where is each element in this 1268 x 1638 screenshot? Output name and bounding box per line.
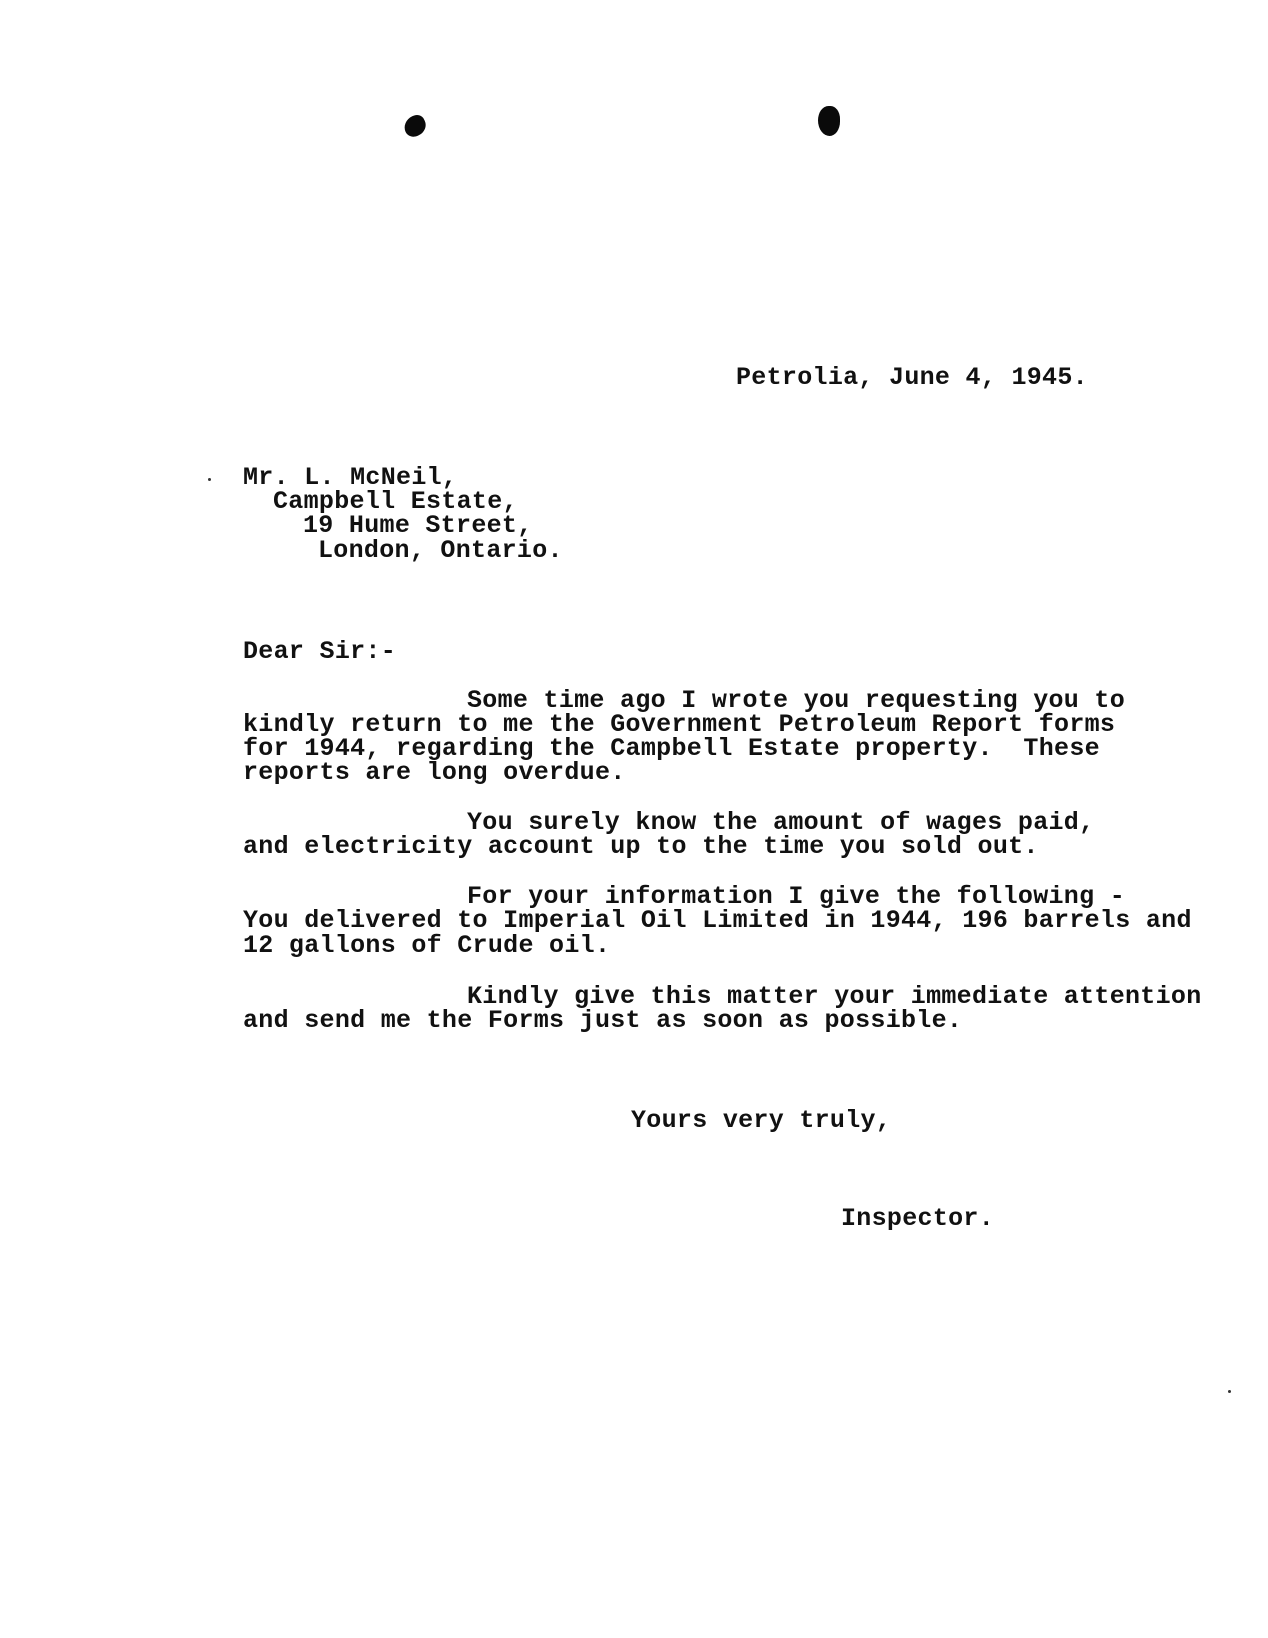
paragraph-4-line: and send me the Forms just as soon as possible. [243, 1006, 963, 1035]
recipient-street: 19 Hume Street, [303, 511, 533, 540]
paper-speck [1228, 1390, 1231, 1393]
dateline: Petrolia, June 4, 1945. [736, 363, 1088, 392]
recipient-name: Mr. L. McNeil, [243, 463, 458, 492]
paragraph-2-line: and electricity account up to the time you sold out. [243, 832, 1039, 861]
paragraph-2-line: You surely know the amount of wages paid, [467, 808, 1095, 837]
paragraph-4-line: Kindly give this matter your immediate attention [467, 982, 1202, 1011]
salutation: Dear Sir:- [243, 637, 397, 666]
recipient-organization: Campbell Estate, [273, 487, 518, 516]
punch-hole-left [401, 112, 429, 139]
paragraph-1-line: reports are long overdue. [243, 758, 626, 787]
punch-hole-right [818, 106, 840, 136]
paper-speck [208, 478, 211, 481]
paragraph-3-line: 12 gallons of Crude oil. [243, 931, 611, 960]
signature-title: Inspector. [841, 1204, 995, 1233]
paragraph-1-line: for 1944, regarding the Campbell Estate property. These [243, 734, 1100, 763]
paragraph-3-line: For your information I give the following - [467, 882, 1126, 911]
paragraph-3-line: You delivered to Imperial Oil Limited in 1944, 196 barrels and [243, 906, 1192, 935]
closing: Yours very truly, [631, 1106, 892, 1135]
paragraph-1-line: kindly return to me the Government Petroleum Report forms [243, 710, 1116, 739]
recipient-city: London, Ontario. [318, 536, 563, 565]
paragraph-1-line: Some time ago I wrote you requesting you to [467, 686, 1126, 715]
